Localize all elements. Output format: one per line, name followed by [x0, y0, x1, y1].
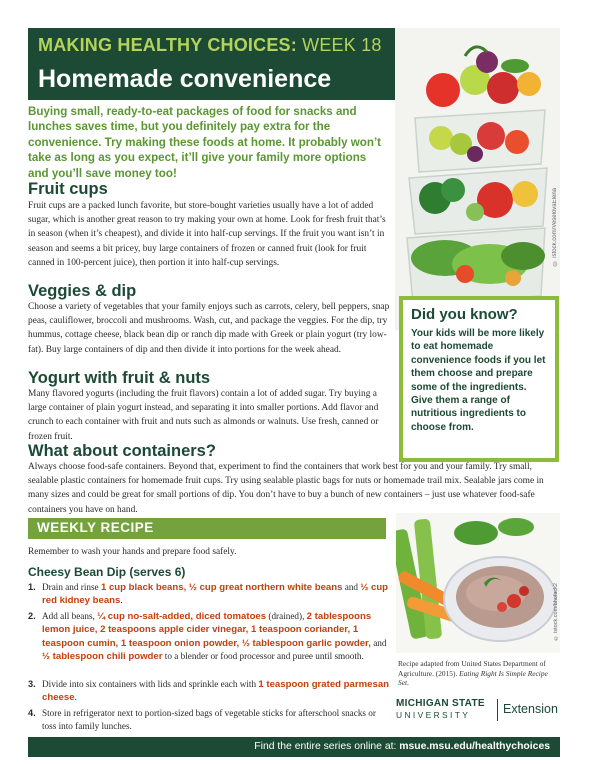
did-you-know-box: [399, 296, 559, 462]
photo-credit-bottom: © istock.com/bhofack2: [553, 583, 559, 641]
did-you-know-title: Did you know?: [411, 306, 518, 323]
msu-university: UNIVERSITY: [396, 710, 471, 720]
footer-bar: [28, 737, 560, 757]
msu-extension-logo: [396, 697, 560, 725]
recipe-step: 2. Add all beans, ¼ cup no-salt-added, diced tomatoes (drained), 2 tablespoons lemon juice, 2 teaspoons apple cider vinegar, 1 teaspoon coriander, 1 teaspoon cumin, 1 teaspoon onion powder, ½ tablespoon garlic powder, and ½ tablespoon chili powder to a blender or food processor and puree until smooth.: [28, 611, 387, 663]
msu-name: MICHIGAN STATE: [396, 698, 485, 709]
page-title: Homemade convenience: [38, 65, 332, 93]
recipe-step: 1. Drain and rinse 1 cup black beans, ½ cup great northern white beans and ½ cup red kidney beans.: [28, 582, 389, 607]
week-label: WEEK 18: [302, 35, 382, 55]
recipe-source-title: Eating Right Is Simple Recipe Set: [398, 668, 548, 688]
section-body-yogurt: Many flavored yogurts (including the fruit flavors) contain a lot of added sugar. Try buying a large container of plain yogurt instead, and separating it into smaller portions. Add flavor and crunch to each container with fruit and nuts such as almonds or walnuts. Use fresh, canned or frozen fruit.: [28, 389, 379, 442]
ingredient: ½ cup red kidney beans: [42, 582, 389, 607]
containers-photo: [395, 28, 560, 330]
recipe-step: 4. Store in refrigerator next to portion-sized bags of vegetable sticks for afterschool snacks or toss into family lunches.: [28, 708, 376, 732]
recipe-step: 3. Divide into six containers with lids and sprinkle each with 1 teaspoon grated parmesan cheese.: [28, 679, 390, 704]
series-label: MAKING HEALTHY CHOICES: WEEK 18: [38, 35, 382, 55]
bean-dip-illustration: [396, 513, 560, 653]
bean-dip-photo: [396, 513, 560, 653]
weekly-recipe-bar: [28, 518, 386, 539]
photo-credit-top: © istock.com/VeselovaElena: [552, 188, 558, 266]
ingredient: ½ tablespoon chili powder: [42, 651, 163, 663]
section-heading-fruit-cups: Fruit cups: [28, 180, 108, 198]
weekly-recipe-label: WEEKLY RECIPE: [37, 520, 154, 535]
intro-paragraph: Buying small, ready-to-eat packages of food for snacks and lunches saves time, but you definitely pay extra for the convenience. Try making these foods at home. It probably won’t take as long as you expect, it’ll give your family more options and you’ll save money too!: [28, 105, 382, 180]
recipe-source-note: Recipe adapted from United States Department of Agriculture. (2015). Eating Right Is Simple Recipe Set.: [398, 659, 548, 688]
did-you-know-text: Your kids will be more likely to eat homemade convenience foods if you let them choose and prepare some of the ingredients. Give them a range of nutritious ingredients to choose from.: [411, 328, 546, 433]
section-heading-veggies-dip: Veggies & dip: [28, 282, 137, 300]
ingredient: 2 tablespoons lemon juice, 2 teaspoons apple cider vinegar, 1 teaspoon coriander, 1 teaspoon cumin, 1 teaspoon onion powder, ½ tablespoon garlic powder,: [42, 611, 372, 649]
footer-text: Find the entire series online at: msue.msu.edu/healthychoices: [254, 741, 550, 752]
section-heading-yogurt: Yogurt with fruit & nuts: [28, 369, 211, 387]
extension-label: Extension: [503, 702, 558, 716]
ingredient: ¼ cup no-salt-added, diced tomatoes: [97, 611, 267, 622]
ingredient: 1 cup black beans, ½ cup great northern white beans: [100, 582, 343, 593]
series-url-link[interactable]: msue.msu.edu/healthychoices: [399, 741, 550, 752]
recipe-title: Cheesy Bean Dip (serves 6): [28, 565, 186, 579]
logo-divider: [497, 699, 498, 721]
section-body-veggies-dip: Choose a variety of vegetables that your family enjoys such as carrots, celery, bell peppers, snap peas, cauliflower, broccoli and mushrooms. Wash, cut, and package the veggies. For the dip, try hummus, cottage cheese, black bean dip or ranch dip made with Greek or plain yogurt (try low-fat). Buy large containers of dip and then divide it into portions for the week ahead.: [28, 302, 390, 355]
fruit-containers-illustration: [395, 28, 560, 330]
section-body-fruit-cups: Fruit cups are a packed lunch favorite, but store-bought varieties usually have a lot of added sugar, which is another great reason to try making your own at home. Look for fresh fruit that’s in season (when it’s cheapest), and divide it into half-cup servings. If the fruit you want isn’t in season and seems a bit pricey, buy large containers of frozen or canned fruit (look for fruit canned in 100-percent juice), then portion it into half-cup servings.: [28, 201, 386, 268]
recipe-safety-note: Remember to wash your hands and prepare food safely.: [28, 547, 237, 557]
section-body-containers: Always choose food-safe containers. Beyond that, experiment to find the containers that work best for you and your family. Try small, sealable plastic containers for homemade fruit cups. Try using sealable plastic bags for nuts or homemade trail mix. Sealable jars come in many sizes and could be great for small portions of dip. You don’t have to buy a bunch of new containers – just use whatever food-safe containers you have on hand.: [28, 462, 544, 515]
section-heading-containers: What about containers?: [28, 442, 216, 460]
ingredient: 1 teaspoon grated parmesan cheese: [42, 679, 390, 704]
